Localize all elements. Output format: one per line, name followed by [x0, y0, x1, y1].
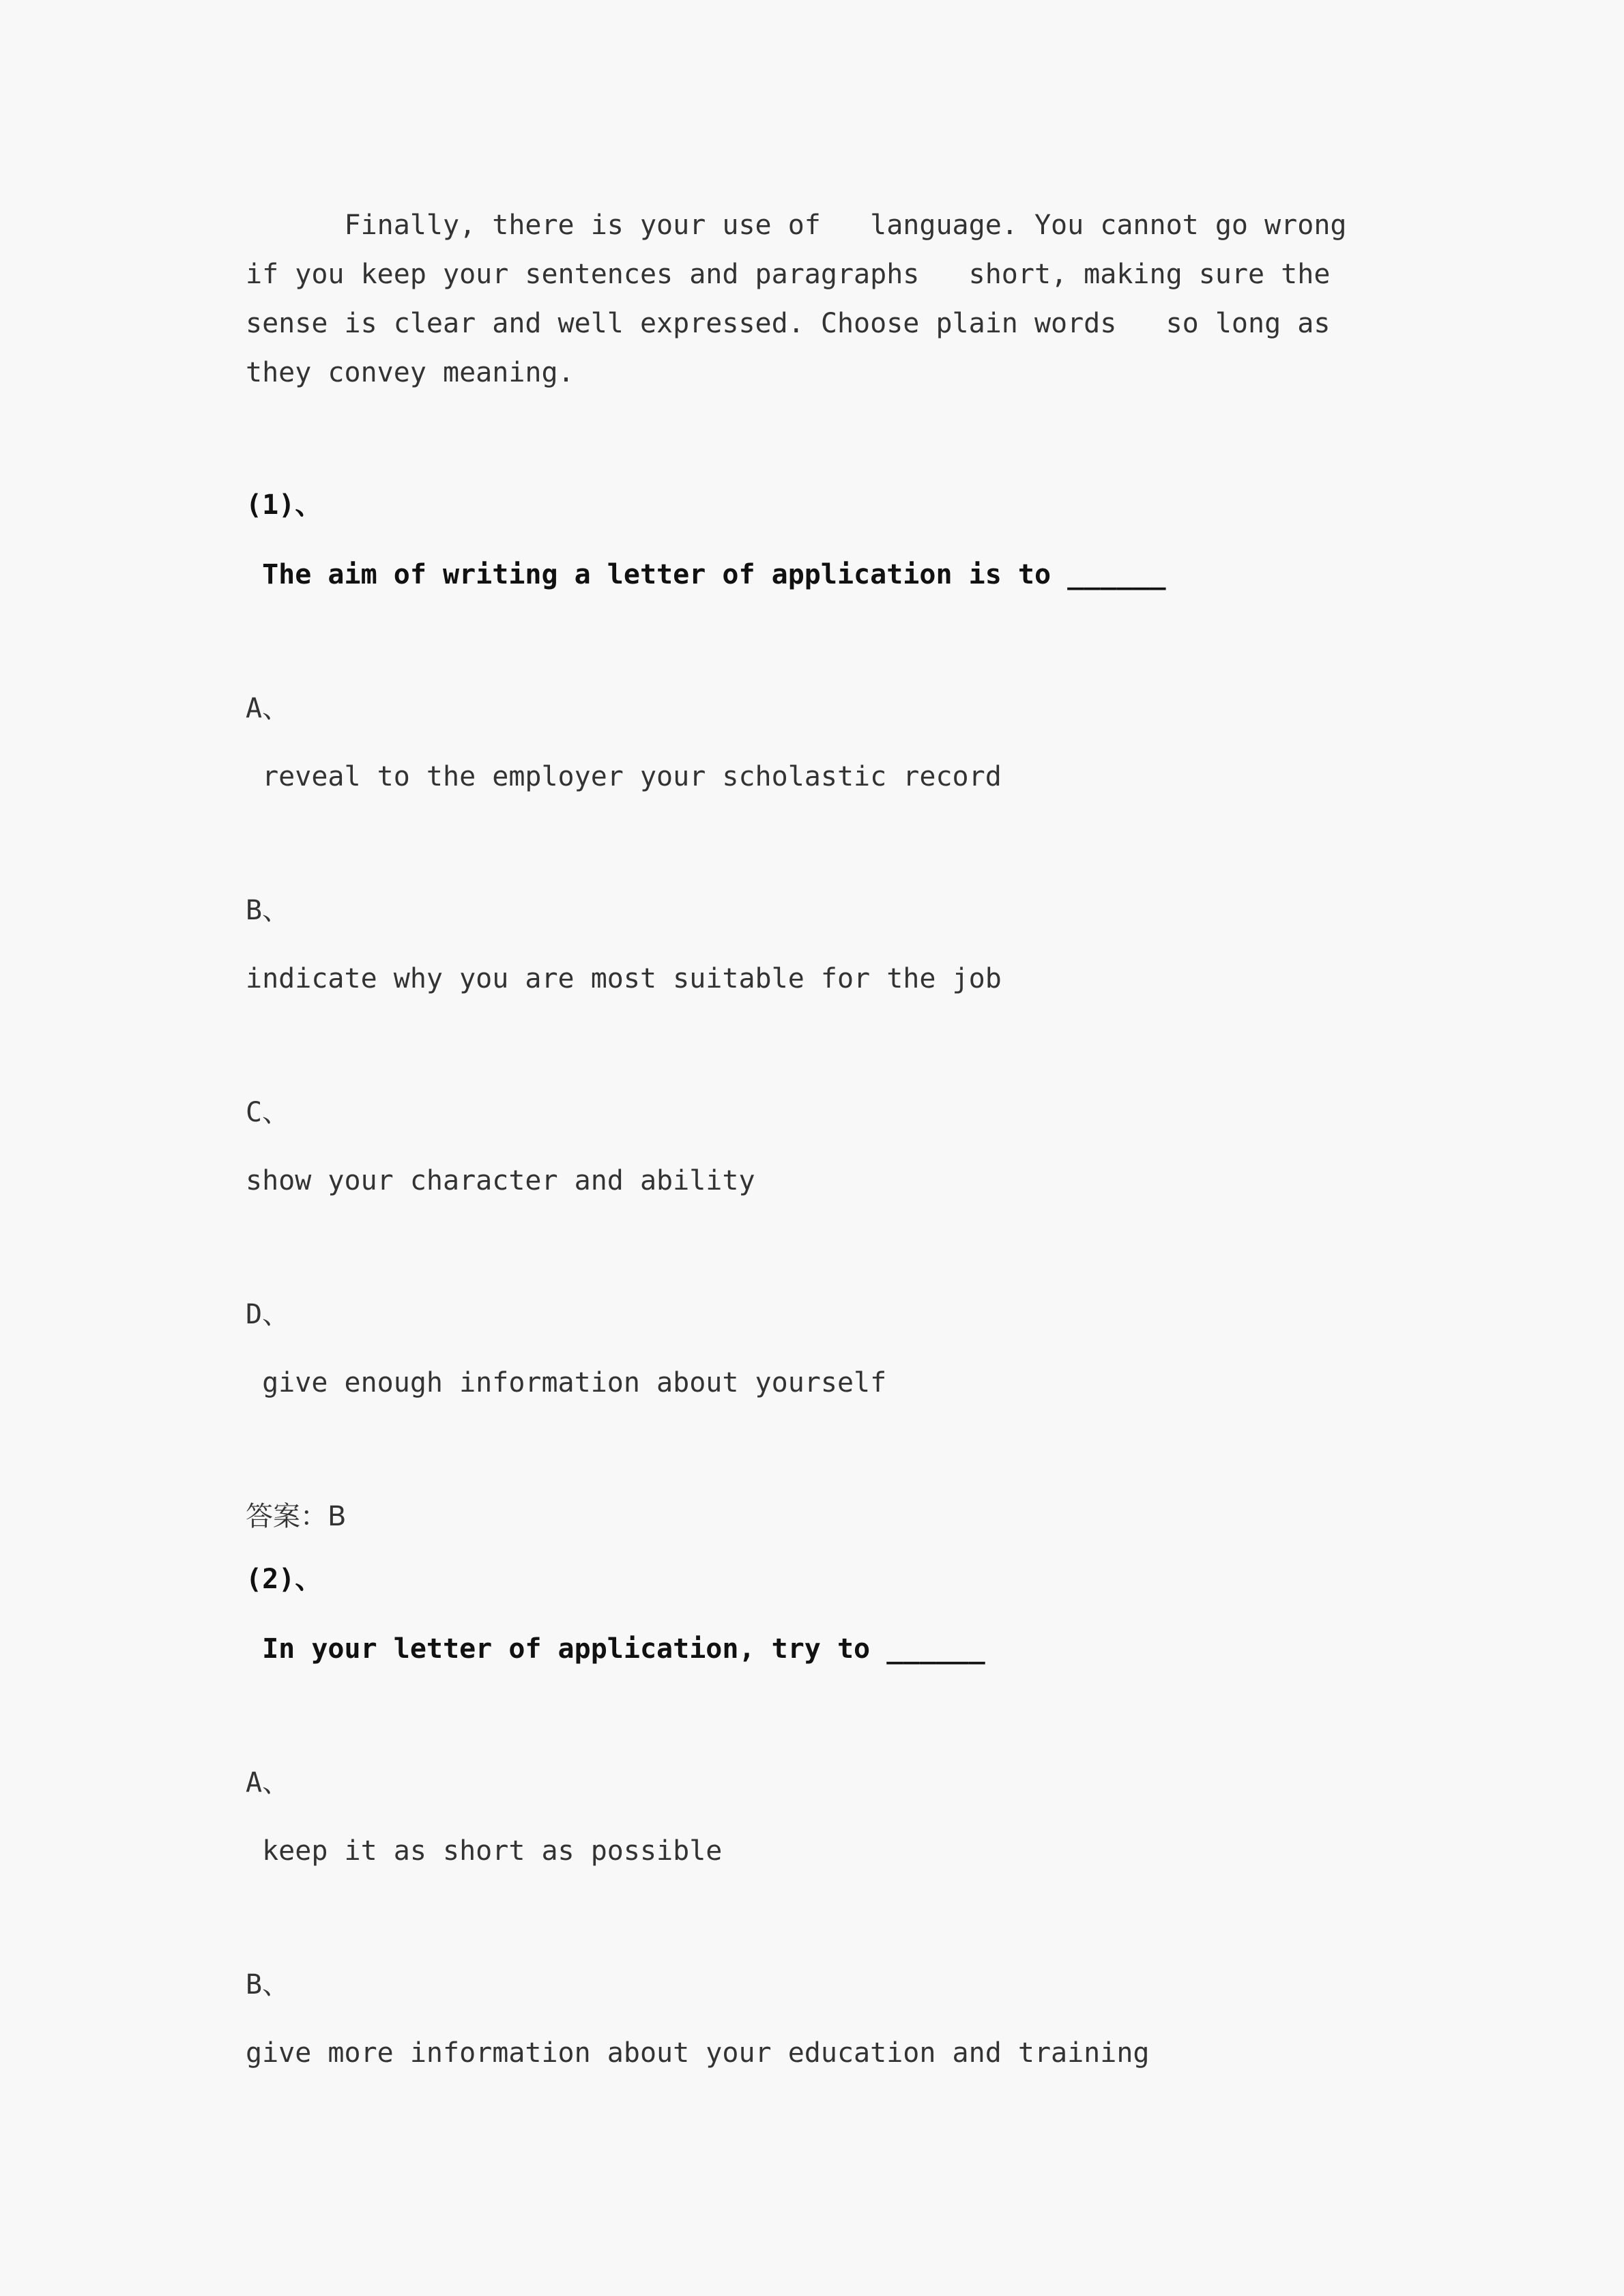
question-2-stem: In your letter of application, try to ______	[246, 1633, 985, 1665]
question-1-option-b-label: B、	[246, 895, 290, 926]
question-1-option-a-text: reveal to the employer your scholastic record	[246, 761, 1002, 792]
question-2-option-a-text: keep it as short as possible	[246, 1835, 723, 1867]
question-1-option-b-text: indicate why you are most suitable for the job	[246, 963, 1002, 994]
question-1-option-d-label: D、	[246, 1299, 290, 1330]
passage-paragraph	[246, 201, 1365, 397]
question-2-number: (2)、	[246, 1564, 323, 1595]
question-1-stem: The aim of writing a letter of application is to ______	[246, 559, 1166, 590]
question-1-answer: 答案：B	[246, 1501, 347, 1532]
question-2-option-b-label: B、	[246, 1969, 290, 2000]
question-1-option-c-label: C、	[246, 1097, 290, 1128]
question-1-number: (1)、	[246, 489, 323, 521]
question-2-option-b-text: give more information about your education and training	[246, 2037, 1150, 2069]
question-1-option-d-text: give enough information about yourself	[246, 1367, 887, 1398]
passage-line: if you keep your sentences and paragraphs short, making sure the	[246, 259, 1331, 290]
passage-line: Finally, there is your use of language. You cannot go wrong	[246, 210, 1347, 241]
passage-line: they convey meaning.	[246, 357, 575, 388]
question-1-option-c-text: show your character and ability	[246, 1165, 755, 1196]
passage-line: sense is clear and well expressed. Choose plain words so long as	[246, 308, 1331, 339]
question-1-option-a-label: A、	[246, 693, 290, 724]
question-2-option-a-label: A、	[246, 1767, 290, 1798]
